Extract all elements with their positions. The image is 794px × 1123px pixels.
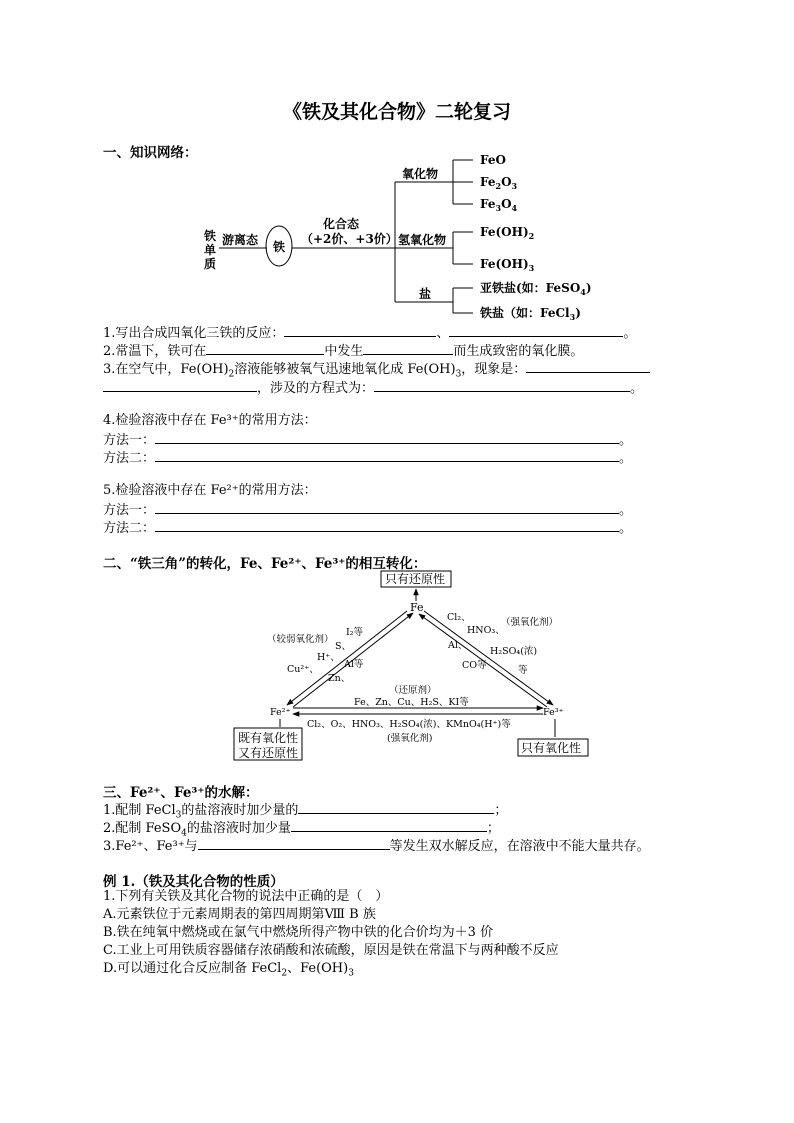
al-label-right: Al、	[448, 640, 468, 651]
question-3-2: 2.配制 FeSO$_4$的盐溶液时加少量 ；	[103, 818, 500, 843]
fe-node: Fe	[410, 601, 424, 614]
valence-label: （+2价、+3价）	[301, 232, 398, 246]
option-d[interactable]: D.可以通过化合反应制备 FeCl$_2$、$Fe(OH)_3$	[103, 961, 354, 979]
knowledge-network-diagram	[195, 150, 615, 330]
hydroxide-feoh3: $Fe(OH)_3$	[480, 257, 535, 273]
root-char-2: 单	[204, 243, 217, 257]
question-1-3-cont: ，涉及的方程式为： 。	[103, 378, 643, 398]
answer-blank[interactable]	[103, 378, 257, 392]
oxidizers-list: Cl₂、O₂、HNO₃、H₂SO₄(浓)、KMnO₄(H⁺)等	[307, 719, 511, 730]
hydroxide-feoh2: $Fe(OH)_2$	[480, 225, 535, 241]
question-1-3: 3.在空气中，$Fe(OH)_2$溶液能够被氧气迅速地氧化成 $Fe(OH)_3$，现象是：	[103, 359, 650, 384]
section-3-heading: 三、Fe²⁺、Fe³⁺的水解：	[103, 785, 259, 801]
salt-ferric: 铁盐（如：FeCl$_3$)	[480, 306, 581, 322]
method-2-fe2: 方法二： 。	[103, 518, 632, 538]
strong-oxidant-label: （强氧化剂）	[501, 617, 559, 628]
root-char-1: 铁	[204, 229, 217, 243]
method-1-fe2: 方法一： 。	[103, 500, 632, 520]
answer-blank[interactable]	[298, 800, 494, 814]
option-c[interactable]: C.工业上可用铁质容器储存浓硝酸和浓硫酸，原因是铁在常温下与两种酸不反应	[103, 943, 559, 958]
h-label: H⁺、	[317, 652, 340, 663]
oxide-fe3o4: $Fe_3O_4$	[480, 197, 518, 213]
answer-blank[interactable]	[198, 836, 390, 850]
option-b[interactable]: B.铁在纯氧中燃烧或在氯气中燃烧所得产物中铁的化合价均为＋3 价	[103, 925, 494, 940]
co-label: CO等	[462, 660, 487, 671]
method-1-fe3: 方法一： 。	[103, 430, 632, 450]
iron-triangle-diagram	[225, 565, 605, 765]
oxide-label: 氧化物	[402, 167, 439, 181]
root-char-3: 质	[204, 257, 217, 271]
only-reducing-label: 只有还原性	[385, 572, 446, 586]
question-1-5: 5.检验溶液中存在 Fe²⁺的常用方法：	[103, 483, 317, 498]
only-oxidizing-label: 只有氧化性	[521, 741, 582, 755]
reducer-label: （还原剂）	[389, 685, 437, 696]
answer-blank[interactable]	[284, 323, 436, 337]
question-3-1: 1.配制 FeCl$_3$的盐溶液时加少量的 ；	[103, 800, 507, 825]
section-2-heading: 二、“铁三角”的转化，Fe、Fe²⁺、Fe³⁺的相互转化：	[103, 556, 427, 572]
salt-ferrous: 亚铁盐(如：FeSO$_4$)	[480, 281, 592, 297]
hydroxide-label: 氢氧化物	[398, 233, 447, 247]
option-a[interactable]: A.元素铁位于元素周期表的第四周期第Ⅷ B 族	[103, 907, 376, 922]
deng-label: 等	[518, 665, 528, 676]
answer-blank[interactable]	[155, 448, 619, 462]
question-1-1: 1.写出合成四氧化三铁的反应： 、 。	[103, 323, 636, 343]
answer-blank[interactable]	[155, 430, 619, 444]
answer-blank[interactable]	[363, 341, 453, 355]
question-3-3: 3.Fe²⁺、Fe³⁺与 等发生双水解反应，在溶液中不能大量共存。	[103, 836, 650, 856]
salt-label: 盐	[419, 287, 432, 301]
example-heading: 例 1.（铁及其化合物的性质）	[103, 874, 284, 890]
weak-oxidant-label: （较弱氧化剂）	[267, 634, 334, 645]
cu-label: Cu²⁺、	[287, 664, 319, 675]
hno3-label: HNO₃、	[467, 625, 505, 636]
answer-blank[interactable]	[291, 818, 487, 832]
s-label: S、	[335, 641, 352, 652]
example-question: 1.下列有关铁及其化合物的说法中正确的是（ ）	[103, 889, 389, 904]
fe2-node: Fe²⁺	[270, 707, 291, 718]
strong-oxidant-label-2: (强氧化剂)	[387, 733, 433, 744]
free-state-label: 游离态	[222, 233, 259, 247]
h2so4-label: H₂SO₄(浓)	[490, 646, 538, 657]
answer-blank[interactable]	[206, 341, 324, 355]
both-label-2: 又有还原性	[238, 746, 299, 760]
oxide-fe2o3: $Fe_2O_3$	[480, 175, 518, 191]
combined-state-label: 化合态	[323, 217, 360, 231]
cl2-label: Cl₂、	[447, 612, 471, 623]
question-1-2: 2.常温下，铁可在 中发生 而生成致密的氧化膜。	[103, 341, 583, 361]
reducers-list: Fe、Zn、Cu、H₂S、KI等	[354, 697, 469, 708]
answer-blank[interactable]	[526, 359, 650, 373]
answer-blank[interactable]	[374, 378, 630, 392]
center-iron: 铁	[273, 240, 286, 254]
i2-label: I₂等	[346, 627, 364, 638]
answer-blank[interactable]	[155, 518, 619, 532]
answer-blank[interactable]	[449, 323, 623, 337]
oxide-feo: FeO	[480, 153, 506, 167]
fe3-node: Fe³⁺	[543, 707, 564, 718]
method-2-fe3: 方法二： 。	[103, 448, 632, 468]
zn-label: Zn、	[328, 673, 351, 684]
al-label-left: Al等	[344, 659, 364, 670]
question-1-4: 4.检验溶液中存在 Fe³⁺的常用方法：	[103, 413, 317, 428]
section-1-heading: 一、知识网络：	[103, 145, 198, 161]
both-label-1: 既有氧化性	[238, 731, 299, 745]
page-title: 《铁及其化合物》二轮复习	[282, 101, 511, 123]
answer-blank[interactable]	[155, 500, 619, 514]
